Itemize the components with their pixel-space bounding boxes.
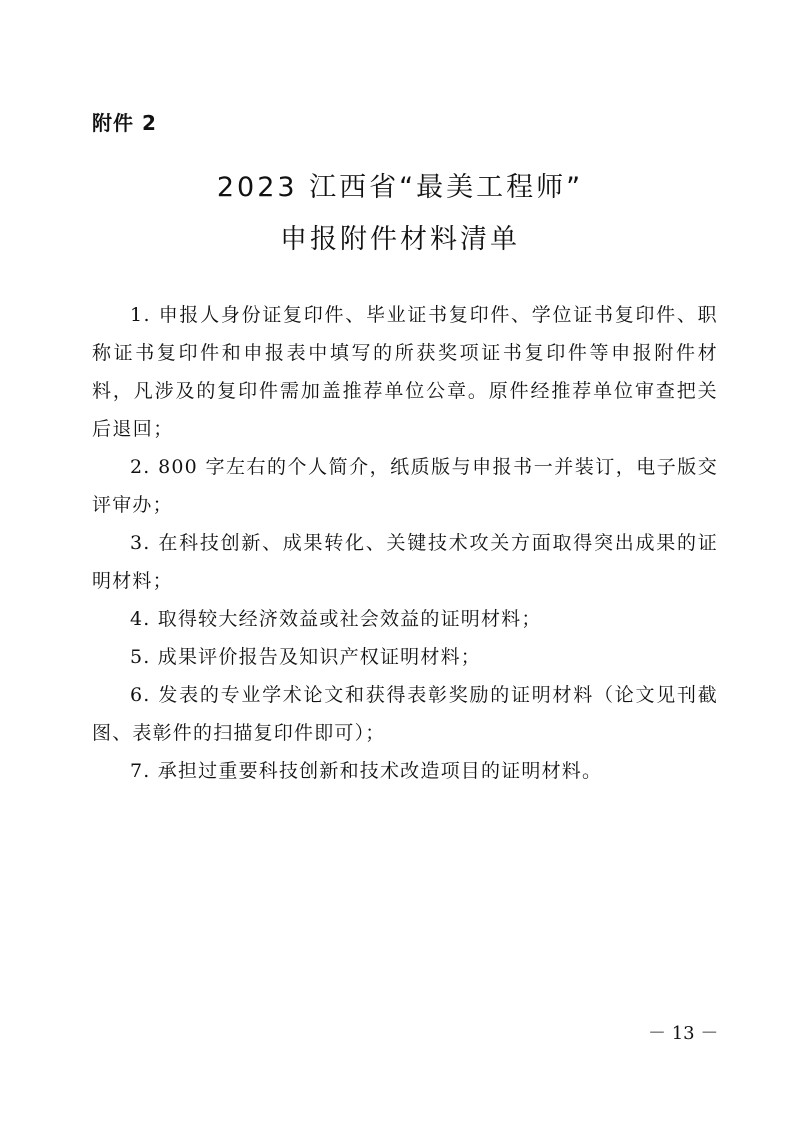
list-item-6: 6. 发表的专业学术论文和获得表彰奖励的证明材料（论文见刊截图、表彰件的扫描复印件即可）；	[92, 684, 718, 744]
document-title-line-2: 申报附件材料清单	[280, 224, 520, 255]
list-item-2: 2. 800 字左右的个人简介，纸质版与申报书一并装订，电子版交评审办；	[92, 456, 718, 516]
materials-list	[92, 296, 718, 790]
list-item-3: 3. 在科技创新、成果转化、关键技术攻关方面取得突出成果的证明材料；	[92, 532, 718, 592]
list-item-1: 1. 申报人身份证复印件、毕业证书复印件、学位证书复印件、职称证书复印件和申报表中填写的所获奖项证书复印件等申报附件材料，凡涉及的复印件需加盖推荐单位公章。原件经推荐单位审查把关后退回；	[92, 304, 718, 440]
list-item-5: 5. 成果评价报告及知识产权证明材料；	[130, 646, 481, 668]
list-item-7: 7. 承担过重要科技创新和技术改造项目的证明材料。	[130, 760, 603, 782]
list-item-4: 4. 取得较大经济效益或社会效益的证明材料；	[130, 608, 542, 630]
attachment-label: 附件 2	[92, 111, 157, 135]
page-number: － 13 －	[648, 1023, 719, 1044]
document-title-line-1: 2023 江西省“最美工程师”	[216, 172, 584, 203]
